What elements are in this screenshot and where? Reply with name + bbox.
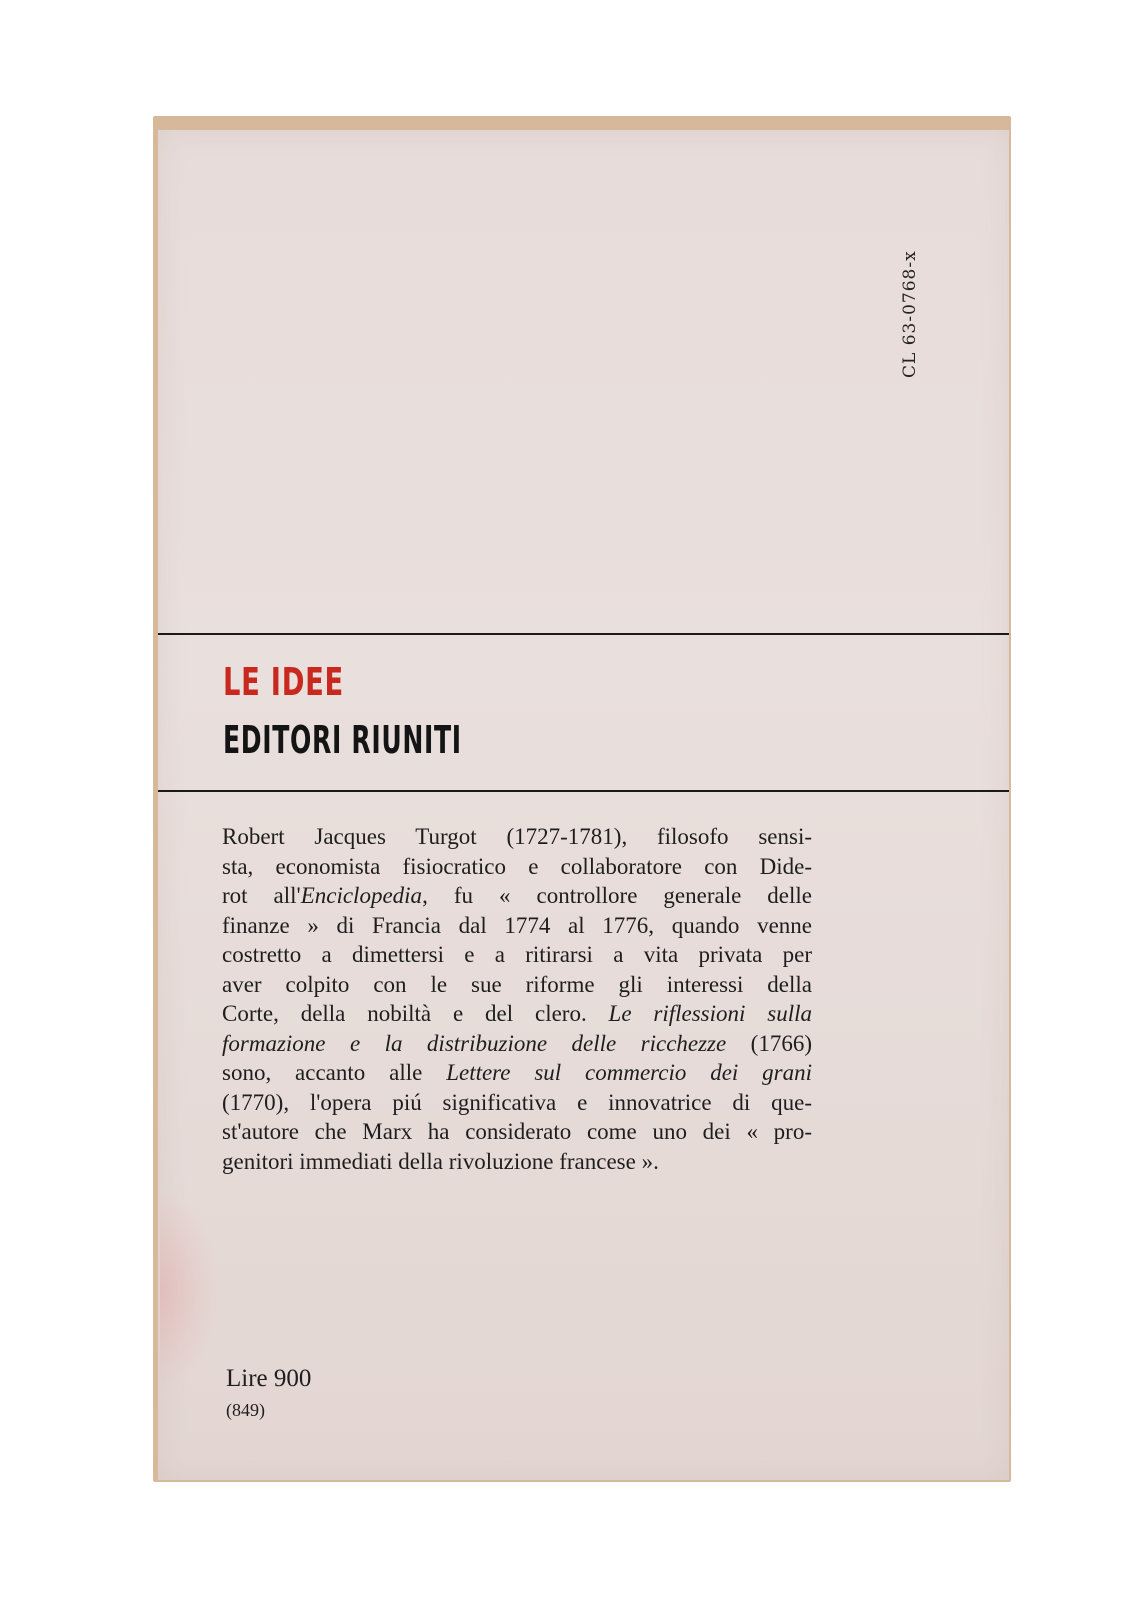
book-back-cover [158, 130, 1009, 1480]
blurb-text [222, 822, 812, 1176]
bottom-rule [158, 790, 1009, 792]
blurb-line [222, 1088, 812, 1118]
blurb-line [222, 970, 812, 1000]
blurb-line [222, 1029, 812, 1059]
catalog-code: (849) [226, 1400, 265, 1420]
blurb-italic-title: Lettere sul commercio dei grani [446, 1060, 812, 1085]
blurb-italic-title: formazione e la distribuzione delle ricchezze [222, 1030, 727, 1056]
blurb-line [222, 822, 812, 852]
blurb-italic-title: Le riflessioni sulla [608, 1001, 812, 1026]
blurb-text-segment: sta, economista fisiocratico e collaboratore con Dide- [222, 853, 812, 879]
top-rule [158, 633, 1009, 635]
series-title: LE IDEE [223, 660, 344, 704]
blurb-text-segment: rot all' [222, 883, 301, 908]
blurb-text-segment: costretto a dimettersi e a ritirarsi a vita privata per [222, 942, 812, 967]
blurb-text-segment: finanze » di Francia dal 1774 al 1776, quando venne [222, 912, 812, 938]
cover-stain [160, 1190, 220, 1390]
blurb-line [222, 940, 812, 970]
blurb-line [222, 852, 812, 882]
blurb-line [222, 1117, 812, 1147]
blurb-text-segment: st'autore che Marx ha considerato come uno dei « pro- [222, 1119, 812, 1144]
blurb-text-segment: sono, accanto alle [222, 1060, 447, 1085]
price: Lire 900 [226, 1365, 312, 1392]
blurb-text-segment: (1766) [726, 1030, 812, 1056]
publisher-name: EDITORI RIUNITI [223, 718, 462, 762]
blurb-text-segment: Robert Jacques Turgot (1727-1781), filosofo sensi- [222, 824, 812, 849]
blurb-text-segment: Corte, della nobiltà e del clero. [222, 1001, 609, 1026]
blurb-line [222, 1058, 812, 1088]
blurb-text-segment: , fu « controllore generale delle [422, 883, 812, 908]
blurb-line [222, 1147, 812, 1177]
blurb-italic-title: Enciclopedia [300, 883, 423, 908]
blurb-line [222, 911, 812, 941]
blurb-text-segment: genitori immediati della rivoluzione francese ». [222, 1148, 659, 1174]
isbn-code: CL 63-0768-x [900, 250, 920, 378]
blurb-line [222, 999, 812, 1029]
blurb-text-segment: (1770), l'opera piú significativa e innovatrice di que- [222, 1089, 812, 1115]
blurb-line [222, 881, 812, 911]
blurb-text-segment: aver colpito con le sue riforme gli interessi della [222, 971, 812, 997]
